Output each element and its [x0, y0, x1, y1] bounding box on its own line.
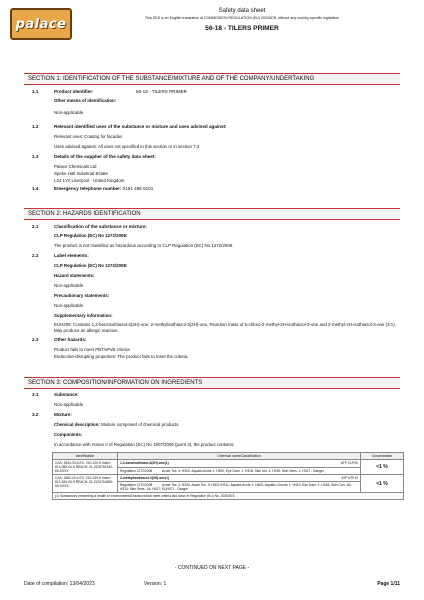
- row2-classification: Acute Tox. 2: H330; Acute Tox. 3: H301+H311; Aquatic Acute 1: H400; Aquatic Chronic 1: H410; Eye Dam. 1: H318; Skin Corr. 1B: H314; Skin Sens. 1A: H317; EUH071 - Danger: [120, 483, 352, 491]
- composition-table: [52, 452, 404, 500]
- other-means-value: Non-applicable: [54, 110, 84, 115]
- compilation-date: Date of compilation: 13/04/2023: [24, 581, 95, 587]
- row1-regulation: Regulation 1272/2008: [120, 468, 153, 473]
- row1-concentration: <1 %: [361, 460, 404, 475]
- annex-statement: In accordance with Annex II of Regulation (EC) No 1907/2006 (point 3), the product contains:: [54, 442, 235, 447]
- item-label: Product identifier:: [54, 89, 94, 94]
- item-number: 2.3: [32, 337, 39, 342]
- supplier-address-1: Speke Hall Industrial Estate: [54, 171, 108, 176]
- precautionary-value: Non-applicable: [54, 303, 84, 308]
- emergency-phone: 0151 486 6101: [122, 186, 154, 191]
- item-number: 2.2: [32, 253, 39, 258]
- row1-classification: Acute Tox. 4: H302; Aquatic Acute 1: H400; Eye Dam. 1: H318; Skin Irrit. 2: H315; Skin Sens. 1: H317 - Danger: [162, 468, 324, 473]
- continued-notice: - CONTINUED ON NEXT PAGE -: [174, 565, 250, 571]
- section-3-header: SECTION 3: COMPOSITION/INFORMATION ON INGREDIENTS: [24, 377, 400, 389]
- item-label: Mixture:: [54, 412, 72, 417]
- item-label: Label elements:: [54, 253, 89, 258]
- document-header: [70, 8, 414, 32]
- row2-concentration: <1 %: [361, 475, 404, 493]
- row2-name-cell: [118, 475, 361, 482]
- item-number: 3.1: [32, 392, 39, 397]
- other-means-label: Other means of identification:: [54, 98, 117, 103]
- row2-regulation: Regulation 1272/2008: [120, 483, 153, 487]
- item-label: Relevant identified uses of the substance or mixture and uses advised against:: [54, 124, 227, 129]
- page-number: Page 1/11: [377, 581, 400, 587]
- item-label: Classification of the substance or mixture:: [54, 224, 147, 229]
- chemical-description: [54, 422, 400, 428]
- chem-desc-value: Mixture composed of chemical products: [101, 422, 179, 427]
- item-number: 2.1: [32, 224, 39, 229]
- supplier-name: Palace Chemicals Ltd: [54, 164, 97, 169]
- item-number: 3.2: [32, 412, 39, 417]
- item-number: 1.3: [32, 154, 39, 159]
- row1-classification-cell: [118, 467, 361, 475]
- other-hazards-1: Product fails to meet PBT/vPvB criteria: [54, 347, 130, 352]
- supplementary-label: Supplementary information:: [54, 313, 113, 318]
- doc-type: Safety data sheet: [218, 8, 266, 14]
- hazard-statements-label: Hazard statements:: [54, 273, 95, 278]
- item-number: 1.2: [32, 124, 39, 129]
- supplier-address-2: L24 1YA Liverpool - United Kingdom: [54, 178, 125, 183]
- row2-identification: CAS: 2682-20-4 EC: 220-239-6 Index: 613-326-00-9 REACH: 01-2120764690-50-XXXX: [53, 475, 118, 493]
- row2-atp: ATP ATP13: [341, 476, 358, 480]
- table-header: [53, 453, 404, 460]
- substance-value: Non-applicable: [54, 402, 84, 407]
- clp-statement: The product is not classified as hazardous according to CLP Regulation (EC) No 1272/2008.: [54, 243, 234, 248]
- section-2-header: SECTION 2: HAZARDS IDENTIFICATION: [24, 208, 400, 220]
- table-row: [53, 460, 404, 468]
- th-concentration: Concentration: [361, 453, 404, 460]
- product-identifier: 56-18 - TILERS PRIMER: [136, 89, 187, 94]
- item-number: 1.1: [32, 89, 39, 94]
- components-label: Components:: [54, 432, 83, 437]
- footer-bar: [24, 581, 400, 587]
- row1-identification: CAS: 2634-33-5 EC: 220-120-9 Index: 613-088-00-6 REACH: 01-2120761540-60-XXXX: [53, 460, 118, 475]
- item-label: Other hazards:: [54, 337, 87, 342]
- precautionary-label: Precautionary statements:: [54, 293, 110, 298]
- item-number: 1.4: [32, 186, 39, 191]
- row2-name: 2-methylisothiazol-3(2H)-one(1): [120, 476, 170, 480]
- row1-name-cell: [118, 460, 361, 468]
- clp-heading-2: CLP Regulation (EC) No 1272/2008:: [54, 263, 128, 268]
- clp-heading-1: CLP Regulation (EC) No 1272/2008:: [54, 233, 128, 238]
- th-chemical-name: Chemical name/Classification: [118, 453, 361, 460]
- item-label: Substance:: [54, 392, 79, 397]
- other-hazards-2: Endocrine-disrupting properties: The product fails to meet the criteria.: [54, 354, 189, 359]
- row1-name: 1,2-benzisothiazol-3(2H)-one(1): [120, 461, 169, 465]
- product-title: 56-18 - TILERS PRIMER: [205, 24, 279, 32]
- version: Version: 1: [144, 581, 167, 587]
- table-footnote: (1) Substances presenting a health or environmental hazard which meet criteria laid down in Regulation (EU) No. 2020/878: [53, 493, 404, 500]
- table-footnote-row: [53, 493, 404, 500]
- relevant-uses: Relevant uses: Coating for facades: [54, 134, 123, 139]
- uses-advised-against: Uses advised against: All uses not specified in this section or in section 7.3: [54, 144, 200, 149]
- th-identification: Identification: [53, 453, 118, 460]
- section-1-header: SECTION 1: IDENTIFICATION OF THE SUBSTANCE/MIXTURE AND OF THE COMPANY/UNDERTAKING: [24, 73, 400, 85]
- company-logo: palace: [10, 8, 72, 40]
- supplementary-text: EUH208: Contains 1,2-benzisothiazol-3(2H)-one, 2-methylisothiazol-3(2H)-one, Reaction mass of 5-chloro-2-methyl-2H-isothiazol-3-one and 2-methyl-2H-isothiazol-3-one (3:1). May produce an allergic reaction.: [54, 322, 396, 333]
- item-label: Emergency telephone number:: [54, 186, 122, 191]
- row2-classification-cell: [118, 482, 361, 493]
- item-label: Details of the supplier of the safety data sheet:: [54, 154, 156, 159]
- translation-note: This SDS is an English translation of COMMISSION REGULATION (EU) 2020/878, without any country-specific legislation: [144, 16, 340, 20]
- row1-atp: ATP CLP00: [340, 461, 358, 465]
- table-row: [53, 475, 404, 482]
- hazard-statements-value: Non-applicable: [54, 283, 84, 288]
- chem-desc-label: Chemical description:: [54, 422, 100, 427]
